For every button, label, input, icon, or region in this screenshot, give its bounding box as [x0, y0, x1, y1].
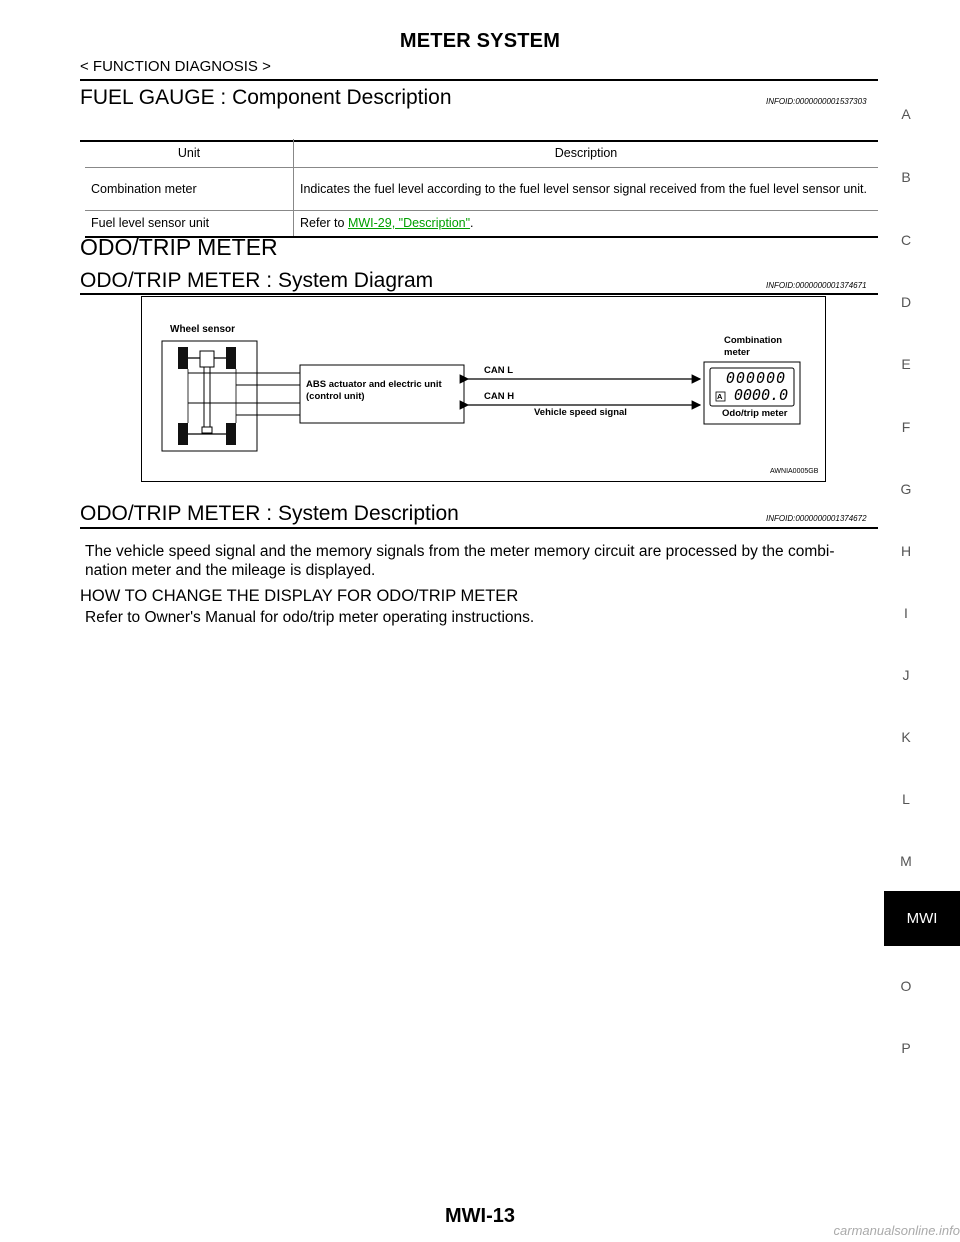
- fuel-gauge-heading: FUEL GAUGE : Component Description: [80, 86, 452, 109]
- side-tab-o[interactable]: O: [900, 978, 912, 994]
- wheel-icon: [226, 423, 236, 445]
- component-table: [85, 139, 878, 238]
- abs-unit-label-line1: ABS actuator and electric unit: [306, 379, 442, 390]
- abs-unit-label-line2: (control unit): [306, 391, 365, 402]
- header-rule: [80, 79, 878, 81]
- trip-marker: A: [717, 392, 723, 401]
- wheel-sensor-label: Wheel sensor: [170, 324, 236, 335]
- odo-diagram-infoid: INFOID:0000000001374671: [766, 281, 867, 290]
- side-tab-i[interactable]: I: [904, 605, 908, 621]
- wheel-icon: [178, 423, 188, 445]
- odo-description-heading: ODO/TRIP METER : System Description: [80, 502, 459, 525]
- how-to-text: Refer to Owner's Manual for odo/trip meter operating instructions.: [85, 609, 535, 626]
- diagram-heading-rule: [80, 293, 878, 295]
- table-row: [85, 168, 878, 211]
- combination-meter-label-line2: meter: [724, 347, 750, 358]
- can-l-label: CAN L: [484, 365, 514, 376]
- figure-id: AWNIA0005GB: [770, 468, 819, 475]
- side-tab-f[interactable]: F: [901, 419, 911, 435]
- refer-suffix: .: [470, 216, 474, 230]
- odo-description-line1: The vehicle speed signal and the memory signals from the meter memory circuit are processed by the combi-: [85, 543, 835, 560]
- wheel-icon: [226, 347, 236, 369]
- odo-description-line2: nation meter and the mileage is displayed.: [85, 562, 376, 579]
- side-tab-a[interactable]: A: [901, 106, 911, 122]
- page-number: MWI-13: [445, 1205, 515, 1227]
- side-tab-d[interactable]: D: [900, 294, 912, 310]
- table-header-row: [85, 139, 878, 168]
- system-diagram-svg: [142, 297, 825, 481]
- description-cell: [294, 211, 879, 238]
- column-header-description: Description: [294, 139, 879, 168]
- description-cell: Indicates the fuel level according to the fuel level sensor signal received from the fuel level sensor unit.: [294, 168, 879, 211]
- side-tab-b[interactable]: B: [901, 169, 911, 185]
- side-tab-l[interactable]: L: [902, 791, 910, 807]
- odo-description-infoid: INFOID:0000000001374672: [766, 514, 867, 523]
- column-header-unit: Unit: [85, 139, 294, 168]
- wheel-icon: [178, 347, 188, 369]
- side-tab-c[interactable]: C: [900, 232, 912, 248]
- unit-cell: Combination meter: [85, 168, 294, 211]
- how-to-heading: HOW TO CHANGE THE DISPLAY FOR ODO/TRIP METER: [80, 587, 519, 605]
- side-tab-mwi-active[interactable]: MWI: [884, 891, 960, 946]
- side-tab-m[interactable]: M: [900, 853, 912, 869]
- side-tab-g[interactable]: G: [900, 481, 912, 497]
- side-tab-j[interactable]: J: [902, 667, 910, 683]
- refer-prefix: Refer to: [300, 216, 348, 230]
- side-tab-k[interactable]: K: [901, 729, 911, 745]
- description-link[interactable]: MWI-29, "Description": [347, 216, 471, 230]
- combination-meter-label: [724, 335, 782, 359]
- system-diagram: [141, 296, 826, 482]
- unit-cell: Fuel level sensor unit: [85, 211, 294, 238]
- description-heading-rule: [80, 527, 878, 529]
- vehicle-speed-signal-label: Vehicle speed signal: [534, 407, 627, 418]
- odo-trip-meter-label: Odo/trip meter: [722, 408, 788, 419]
- combination-meter-label-line1: Combination: [724, 335, 783, 346]
- odo-diagram-heading: ODO/TRIP METER : System Diagram: [80, 269, 434, 292]
- side-tab-h[interactable]: H: [900, 543, 912, 559]
- differential-icon: [200, 351, 214, 367]
- fuel-gauge-infoid: INFOID:0000000001537303: [766, 97, 867, 106]
- can-h-label: CAN H: [484, 391, 515, 402]
- odo-heading: ODO/TRIP METER: [80, 234, 278, 260]
- abs-unit-label: [306, 379, 442, 403]
- trip-digits: 0000.0: [734, 386, 789, 404]
- watermark: carmanualsonline.info: [833, 1223, 960, 1238]
- odometer-digits: 000000: [726, 369, 787, 387]
- side-tab-p[interactable]: P: [901, 1040, 911, 1056]
- page-title: METER SYSTEM: [399, 30, 561, 52]
- side-tab-e[interactable]: E: [901, 356, 911, 372]
- breadcrumb: < FUNCTION DIAGNOSIS >: [80, 58, 271, 75]
